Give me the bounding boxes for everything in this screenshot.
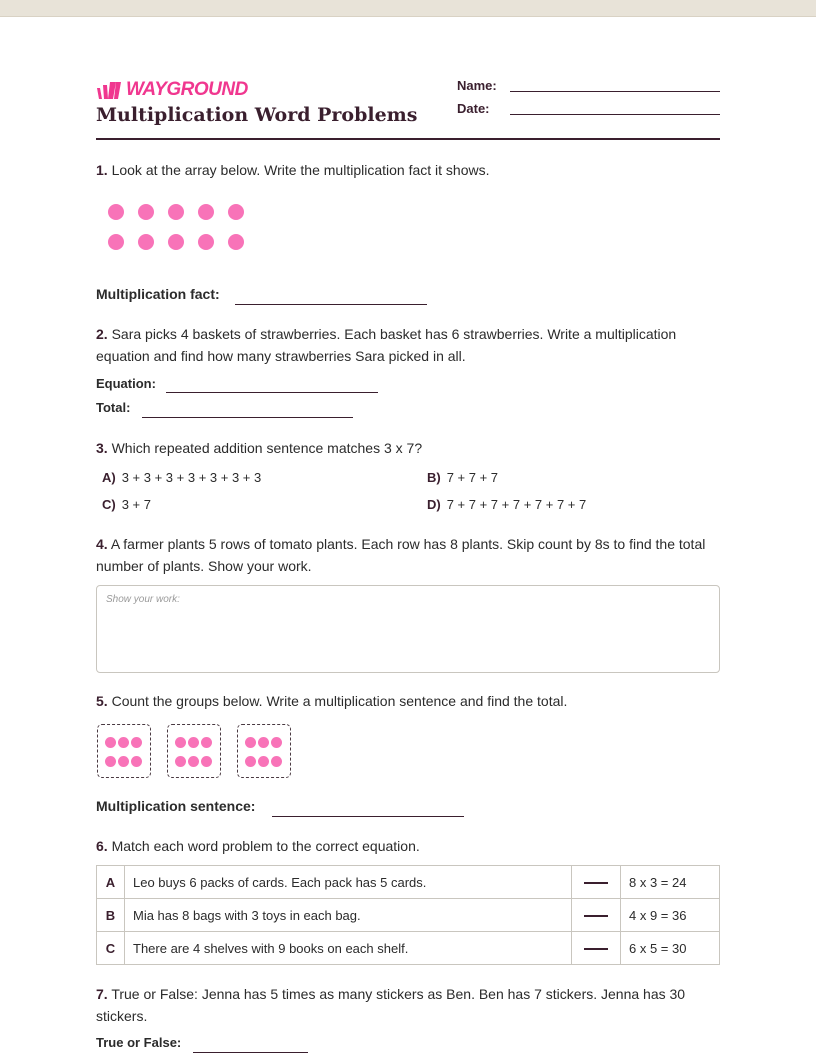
question-text: Sara picks 4 baskets of strawberries. Each basket has 6 strawberries. Write a multiplication equation and find how many strawberries Sara picked in all.: [96, 326, 677, 364]
array-dot: [138, 204, 154, 220]
multiplication-fact-label: Multiplication fact:: [96, 286, 220, 302]
match-blank[interactable]: [572, 899, 621, 932]
worksheet-page: [96, 78, 720, 1050]
question-text: Look at the array below. Write the multiplication fact it shows.: [111, 162, 490, 178]
wayground-logo-icon: [96, 81, 122, 99]
group-dot: [105, 756, 116, 767]
row-letter: C: [97, 932, 125, 965]
name-label: Name:: [457, 78, 497, 93]
name-field[interactable]: [510, 91, 720, 92]
table-row: [97, 899, 720, 932]
group-dot: [258, 756, 269, 767]
group-dot: [131, 756, 142, 767]
question-text: Match each word problem to the correct equation.: [111, 838, 420, 854]
multiplication-sentence-label: Multiplication sentence:: [96, 798, 256, 814]
multiplication-sentence-field[interactable]: [272, 816, 464, 817]
multiplication-fact-field[interactable]: [235, 304, 427, 305]
array-dot: [168, 234, 184, 250]
group-dot: [188, 756, 199, 767]
group-dot: [175, 737, 186, 748]
group-dot: [105, 737, 116, 748]
group-dot: [245, 756, 256, 767]
table-row: [97, 932, 720, 965]
option-text: 3 + 7: [121, 497, 151, 512]
array-dot: [198, 234, 214, 250]
question-number: 3.: [96, 440, 108, 456]
match-blank[interactable]: [572, 866, 621, 899]
page-title: Multiplication Word Problems: [96, 104, 418, 126]
table-row: [97, 866, 720, 899]
question-text: Count the groups below. Write a multiplication sentence and find the total.: [111, 693, 568, 709]
option-text: 3 + 3 + 3 + 3 + 3 + 3 + 3: [121, 470, 262, 485]
dot-group: [97, 724, 151, 778]
row-letter: B: [97, 899, 125, 932]
question-1: [96, 159, 720, 181]
top-bar: [0, 0, 816, 17]
total-field[interactable]: [142, 417, 353, 418]
date-field[interactable]: [510, 114, 720, 115]
equation: 4 x 9 = 36: [621, 899, 720, 932]
match-table: [96, 865, 720, 965]
brand-logo: [96, 80, 248, 100]
group-dot: [271, 737, 282, 748]
option-text: 7 + 7 + 7 + 7 + 7 + 7 + 7: [446, 497, 587, 512]
question-number: 5.: [96, 693, 108, 709]
word-problem: There are 4 shelves with 9 books on each shelf.: [125, 932, 572, 965]
group-dot: [175, 756, 186, 767]
question-number: 4.: [96, 536, 108, 552]
true-false-label: True or False:: [96, 1035, 182, 1050]
total-label: Total:: [96, 400, 131, 415]
option-text: 7 + 7 + 7: [446, 470, 499, 485]
equation: 6 x 5 = 30: [621, 932, 720, 965]
true-false-field[interactable]: [193, 1052, 308, 1053]
equation: 8 x 3 = 24: [621, 866, 720, 899]
group-dot: [131, 737, 142, 748]
dot-group: [167, 724, 221, 778]
array-dot: [138, 234, 154, 250]
array-dot: [198, 204, 214, 220]
worksheet-header: [96, 78, 720, 140]
question-text: A farmer plants 5 rows of tomato plants. Each row has 8 plants. Skip count by 8s to find the total number of plants. Show your work.: [96, 536, 706, 574]
question-2: [96, 323, 720, 367]
group-dot: [271, 756, 282, 767]
option-letter: A): [102, 470, 116, 485]
work-placeholder: Show your work:: [106, 594, 180, 605]
option-d[interactable]: [427, 497, 586, 512]
option-letter: B): [427, 470, 441, 485]
option-a[interactable]: [102, 470, 261, 485]
row-letter: A: [97, 866, 125, 899]
group-dot: [118, 737, 129, 748]
option-letter: C): [102, 497, 116, 512]
option-b[interactable]: [427, 470, 498, 485]
word-problem: Leo buys 6 packs of cards. Each pack has 5 cards.: [125, 866, 572, 899]
question-text: Which repeated addition sentence matches 3 x 7?: [111, 440, 423, 456]
match-blank[interactable]: [572, 932, 621, 965]
question-number: 7.: [96, 986, 108, 1002]
array-dot: [168, 204, 184, 220]
group-dot: [188, 737, 199, 748]
option-c[interactable]: [102, 497, 151, 512]
question-4: [96, 533, 720, 577]
question-number: 6.: [96, 838, 108, 854]
question-text: True or False: Jenna has 5 times as many stickers as Ben. Ben has 7 stickers. Jenna has 30 stickers.: [96, 986, 686, 1024]
question-7: [96, 983, 720, 1027]
equation-label: Equation:: [96, 376, 156, 391]
question-number: 2.: [96, 326, 108, 342]
dot-group: [237, 724, 291, 778]
group-dot: [201, 737, 212, 748]
work-area[interactable]: [96, 585, 720, 673]
group-dot: [118, 756, 129, 767]
question-5: [96, 690, 720, 712]
group-dot: [258, 737, 269, 748]
group-dot: [245, 737, 256, 748]
question-6: [96, 835, 720, 857]
option-letter: D): [427, 497, 441, 512]
array-dot: [108, 204, 124, 220]
group-dot: [201, 756, 212, 767]
word-problem: Mia has 8 bags with 3 toys in each bag.: [125, 899, 572, 932]
logo-text: WAYGROUND: [126, 79, 248, 100]
array-dot: [228, 234, 244, 250]
question-number: 1.: [96, 162, 108, 178]
equation-field[interactable]: [166, 392, 378, 393]
question-3: [96, 437, 720, 459]
date-label: Date:: [457, 101, 490, 116]
array-dot: [228, 204, 244, 220]
array-dot: [108, 234, 124, 250]
